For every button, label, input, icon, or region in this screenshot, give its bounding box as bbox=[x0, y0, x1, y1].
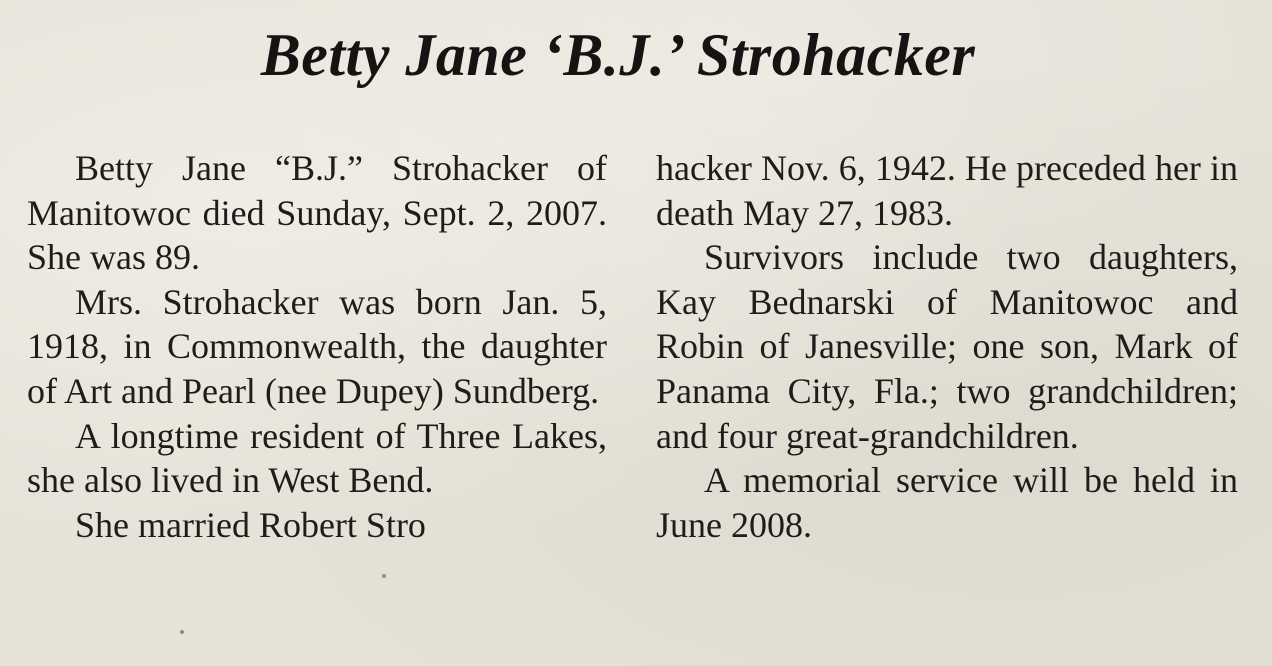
paper-speck bbox=[180, 630, 184, 634]
paragraph-marriage-end: hacker Nov. 6, 1942. He preceded her in death May 27, 1983. bbox=[656, 148, 1238, 233]
paper-speck bbox=[382, 574, 386, 578]
obituary-headline: Betty Jane ‘B.J.’ Strohacker bbox=[260, 22, 976, 88]
paragraph-survivors: Survivors include two daughters, Kay Bednarski of Manitowoc and Robin of Janesville; one son, Mark of Panama City, Fla.; two grandchildren; and four great-grandchildren. bbox=[656, 237, 1238, 456]
obituary-column-left bbox=[27, 146, 607, 547]
paragraph-memorial-service: A memorial service will be held in June 2008. bbox=[656, 460, 1238, 545]
paragraph-marriage-start: She married Robert Stro bbox=[75, 504, 426, 545]
paragraph-residence: A longtime resident of Three Lakes, she also lived in West Bend. bbox=[27, 415, 607, 501]
paragraph-death-notice: Betty Jane “B.J.” Strohacker of Manitowoc died Sunday, Sept. 2, 2007. She was 89. bbox=[27, 148, 607, 278]
paragraph-birth: Mrs. Strohacker was born Jan. 5, 1918, in Commonwealth, the daughter of Art and Pearl (nee Dupey) Sundberg. bbox=[27, 281, 607, 411]
obituary-column-right bbox=[656, 146, 1238, 547]
